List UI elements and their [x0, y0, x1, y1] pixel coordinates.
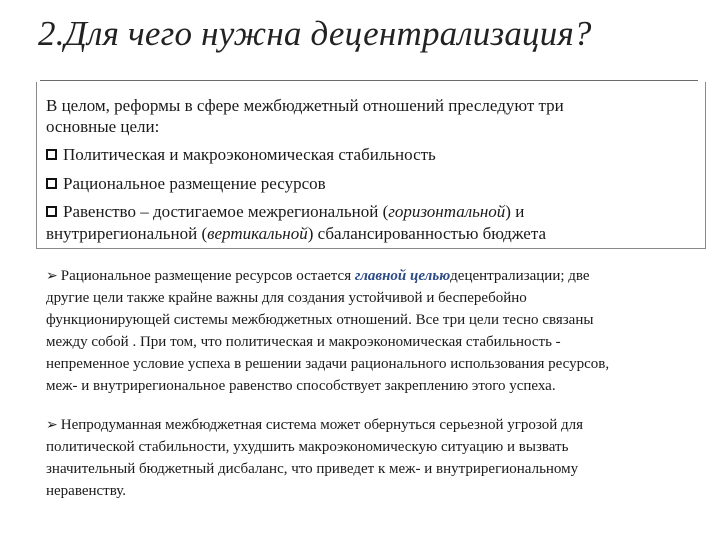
p1-text-b: децентрализации; две	[450, 268, 590, 284]
paragraph-1-line-1	[46, 267, 590, 286]
goal-3-text-f: ) сбалансированностью бюджета	[307, 224, 547, 243]
paragraph-1-line-5: непременное условие успеха в решении задачи рационального использования ресурсов,	[46, 356, 610, 372]
paragraph-1-line-6: меж- и внутрирегиональное равенство способствует закреплению этого успеха.	[46, 378, 556, 394]
goal-3-horizontal: горизонтальной	[388, 202, 506, 221]
paragraph-2-line-1	[46, 416, 583, 435]
goal-item-1	[46, 145, 436, 165]
paragraph-2-line-2: политической стабильности, ухудшить макроэкономическую ситуацию и вызвать	[46, 439, 569, 455]
goal-item-2	[46, 174, 326, 194]
slide-title: 2.Для чего нужна децентрализация?	[38, 14, 592, 53]
goal-3-text-a: Равенство – достигаемое межрегиональной (	[63, 202, 389, 221]
p1-text-a: Рациональное размещение ресурсов остается	[60, 268, 355, 284]
title-divider	[40, 80, 698, 81]
goal-1-text: Политическая и макроэкономическая стабильность	[63, 145, 436, 164]
goal-3-text-c: ) и	[505, 202, 525, 221]
p1-highlight: главной целью	[354, 268, 451, 284]
intro-line-2: основные цели:	[46, 117, 160, 136]
paragraph-1-line-2: другие цели также крайне важны для создания устойчивой и бесперебойно	[46, 290, 527, 306]
intro-line-1: В целом, реформы в сфере межбюджетный отношений преследуют три	[46, 96, 564, 115]
paragraph-1-line-4: между собой . При том, что политическая и макроэкономическая стабильность -	[46, 334, 561, 350]
paragraph-2-line-4: неравенству.	[46, 483, 127, 499]
paragraph-1-line-3: функционирующей системы межбюджетных отношений. Все три цели тесно связаны	[46, 312, 594, 328]
arrow-bullet-icon: ➢	[46, 268, 58, 284]
goal-item-3-cont	[46, 224, 546, 244]
goal-item-3	[46, 202, 524, 222]
checkbox-bullet-icon	[46, 206, 57, 217]
checkbox-bullet-icon	[46, 149, 57, 160]
goal-3-text-d: внутрирегиональной (	[46, 224, 208, 243]
arrow-bullet-icon: ➢	[46, 417, 58, 433]
goal-2-text: Рациональное размещение ресурсов	[63, 174, 326, 193]
goal-3-vertical: вертикальной	[207, 224, 308, 243]
p2-text-1: Непродуманная межбюджетная система может обернуться серьезной угрозой для	[60, 417, 584, 433]
paragraph-2-line-3: значительный бюджетный дисбаланс, что приведет к меж- и внутрирегиональному	[46, 461, 579, 477]
checkbox-bullet-icon	[46, 178, 57, 189]
